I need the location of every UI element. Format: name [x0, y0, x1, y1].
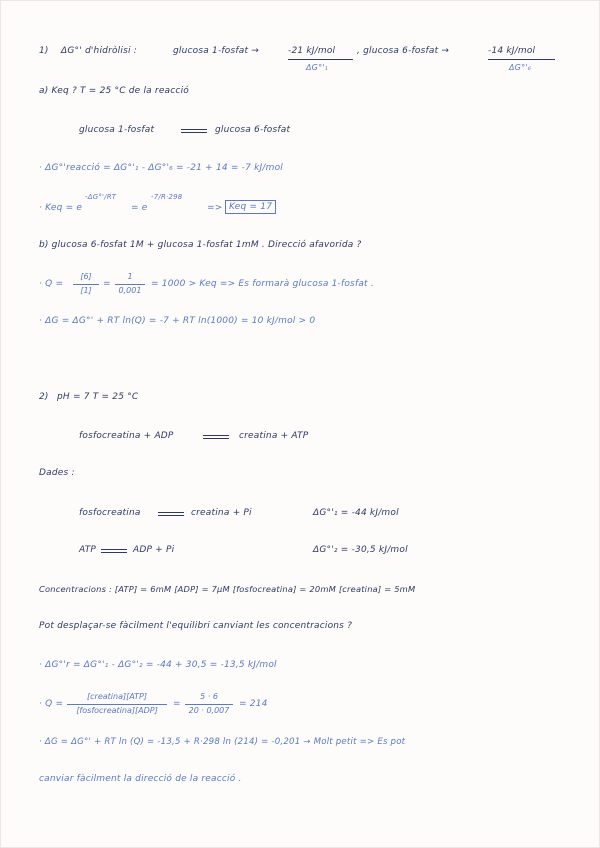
q2-r1-right: creatina + Pi: [191, 508, 252, 518]
q2-r1-left: fosfocreatina: [79, 508, 141, 518]
q2-conclusion: canviar fàcilment la direcció de la reacció .: [39, 774, 242, 784]
q1-q-den1: [1]: [80, 286, 92, 295]
q2-dades-label: Dades :: [39, 468, 75, 478]
q2-q-label: · Q =: [39, 699, 64, 709]
q2-q-rest: = 214: [239, 699, 268, 709]
q2-reaction-left: fosfocreatina + ADP: [79, 431, 174, 441]
q2-concentrations: Concentracions : [ATP] = 6mM [ADP] = 7μM [fosfocreatina] = 20mM [creatina] = 5mM: [39, 584, 416, 594]
q2-r2-dg: ΔG°'₂ = -30,5 kJ/mol: [313, 545, 408, 555]
q1-value1-underline: [288, 59, 353, 60]
q2-reaction-right: creatina + ATP: [239, 431, 309, 441]
equilibrium-arrow-icon: [203, 434, 229, 440]
q2-q-den2: 20 · 0,007: [188, 706, 230, 715]
q2-q-bar1: [67, 704, 167, 705]
q2-q-bar2: [185, 704, 233, 705]
q1-part-a: a) Keq ? T = 25 °C de la reacció: [39, 86, 189, 96]
q2-r2-left: ATP: [79, 545, 97, 555]
q1-reaction-a-left: glucosa 1-fosfat: [79, 125, 155, 135]
q1-keq-expr: · Keq = e: [39, 203, 83, 213]
q2-q-equals: =: [173, 699, 181, 709]
q2-dg-r: · ΔG°'r = ΔG°'₁ - ΔG°'₂ = -44 + 30,5 = -13,5 kJ/mol: [39, 660, 277, 670]
q1-q-bar2: [115, 284, 145, 285]
q1-q-equals: =: [103, 279, 111, 289]
q1-q-num2: 1: [127, 272, 133, 281]
q1-keq-exponent2: -7/R·298: [151, 193, 183, 201]
equilibrium-arrow-icon: [181, 128, 207, 134]
q1-q-den2: 0,001: [118, 286, 142, 295]
q1-keq-exponent1: -ΔG°'/RT: [85, 193, 117, 201]
q1-value1: -21 kJ/mol: [288, 46, 336, 56]
q2-q-num2: 5 · 6: [200, 692, 218, 701]
q1-q-rest: = 1000 > Keq => Es formarà glucosa 1-fosfat .: [151, 279, 374, 289]
q1-part-b: b) glucosa 6-fosfat 1M + glucosa 1-fosfat 1mM . Direcció afavorida ?: [39, 240, 362, 250]
q2-r2-right: ADP + Pi: [133, 545, 175, 555]
q2-header: pH = 7 T = 25 °C: [57, 392, 139, 402]
q2-q-num1: [creatina][ATP]: [87, 692, 147, 701]
q1-value6-label: ΔG°'₆: [509, 63, 532, 72]
q1-keq-equals: = e: [131, 203, 148, 213]
q1-q-bar1: [73, 284, 99, 285]
q1-value6: -14 kJ/mol: [488, 46, 536, 56]
q2-question: Pot desplaçar-se fàcilment l'equilibri canviant les concentracions ?: [39, 621, 353, 631]
q2-q-den1: [fosfocreatina][ADP]: [76, 706, 158, 715]
q1-keq-result: Keq = 17: [225, 200, 276, 214]
q1-dg-line: · ΔG = ΔG°' + RT ln(Q) = -7 + RT ln(1000) = 10 kJ/mol > 0: [39, 316, 316, 326]
q1-reaction-a-right: glucosa 6-fosfat: [215, 125, 291, 135]
q1-header-prefix: ΔG°' d'hidròlisi :: [61, 46, 137, 56]
q1-dg-reaccio: · ΔG°'reacció = ΔG°'₁ - ΔG°'₆ = -21 + 14 = -7 kJ/mol: [39, 163, 283, 173]
q1-value1-label: ΔG°'₁: [306, 63, 329, 72]
q2-number: 2): [39, 392, 49, 402]
equilibrium-arrow-icon: [101, 548, 127, 554]
q1-value6-underline: [488, 59, 555, 60]
q1-glucose1p: glucosa 1-fosfat →: [173, 46, 259, 56]
q2-r1-dg: ΔG°'₁ = -44 kJ/mol: [313, 508, 399, 518]
q1-q-num1: [6]: [80, 272, 92, 281]
q1-q-label: · Q =: [39, 279, 64, 289]
q2-dg-line: · ΔG = ΔG°' + RT ln (Q) = -13,5 + R·298 ln (214) = -0,201 → Molt petit => Es pot: [39, 737, 406, 747]
equilibrium-arrow-icon: [158, 511, 184, 517]
q1-number: 1): [39, 46, 49, 56]
q1-keq-arrow: =>: [207, 203, 223, 213]
q1-separator: , glucosa 6-fosfat →: [357, 46, 450, 56]
